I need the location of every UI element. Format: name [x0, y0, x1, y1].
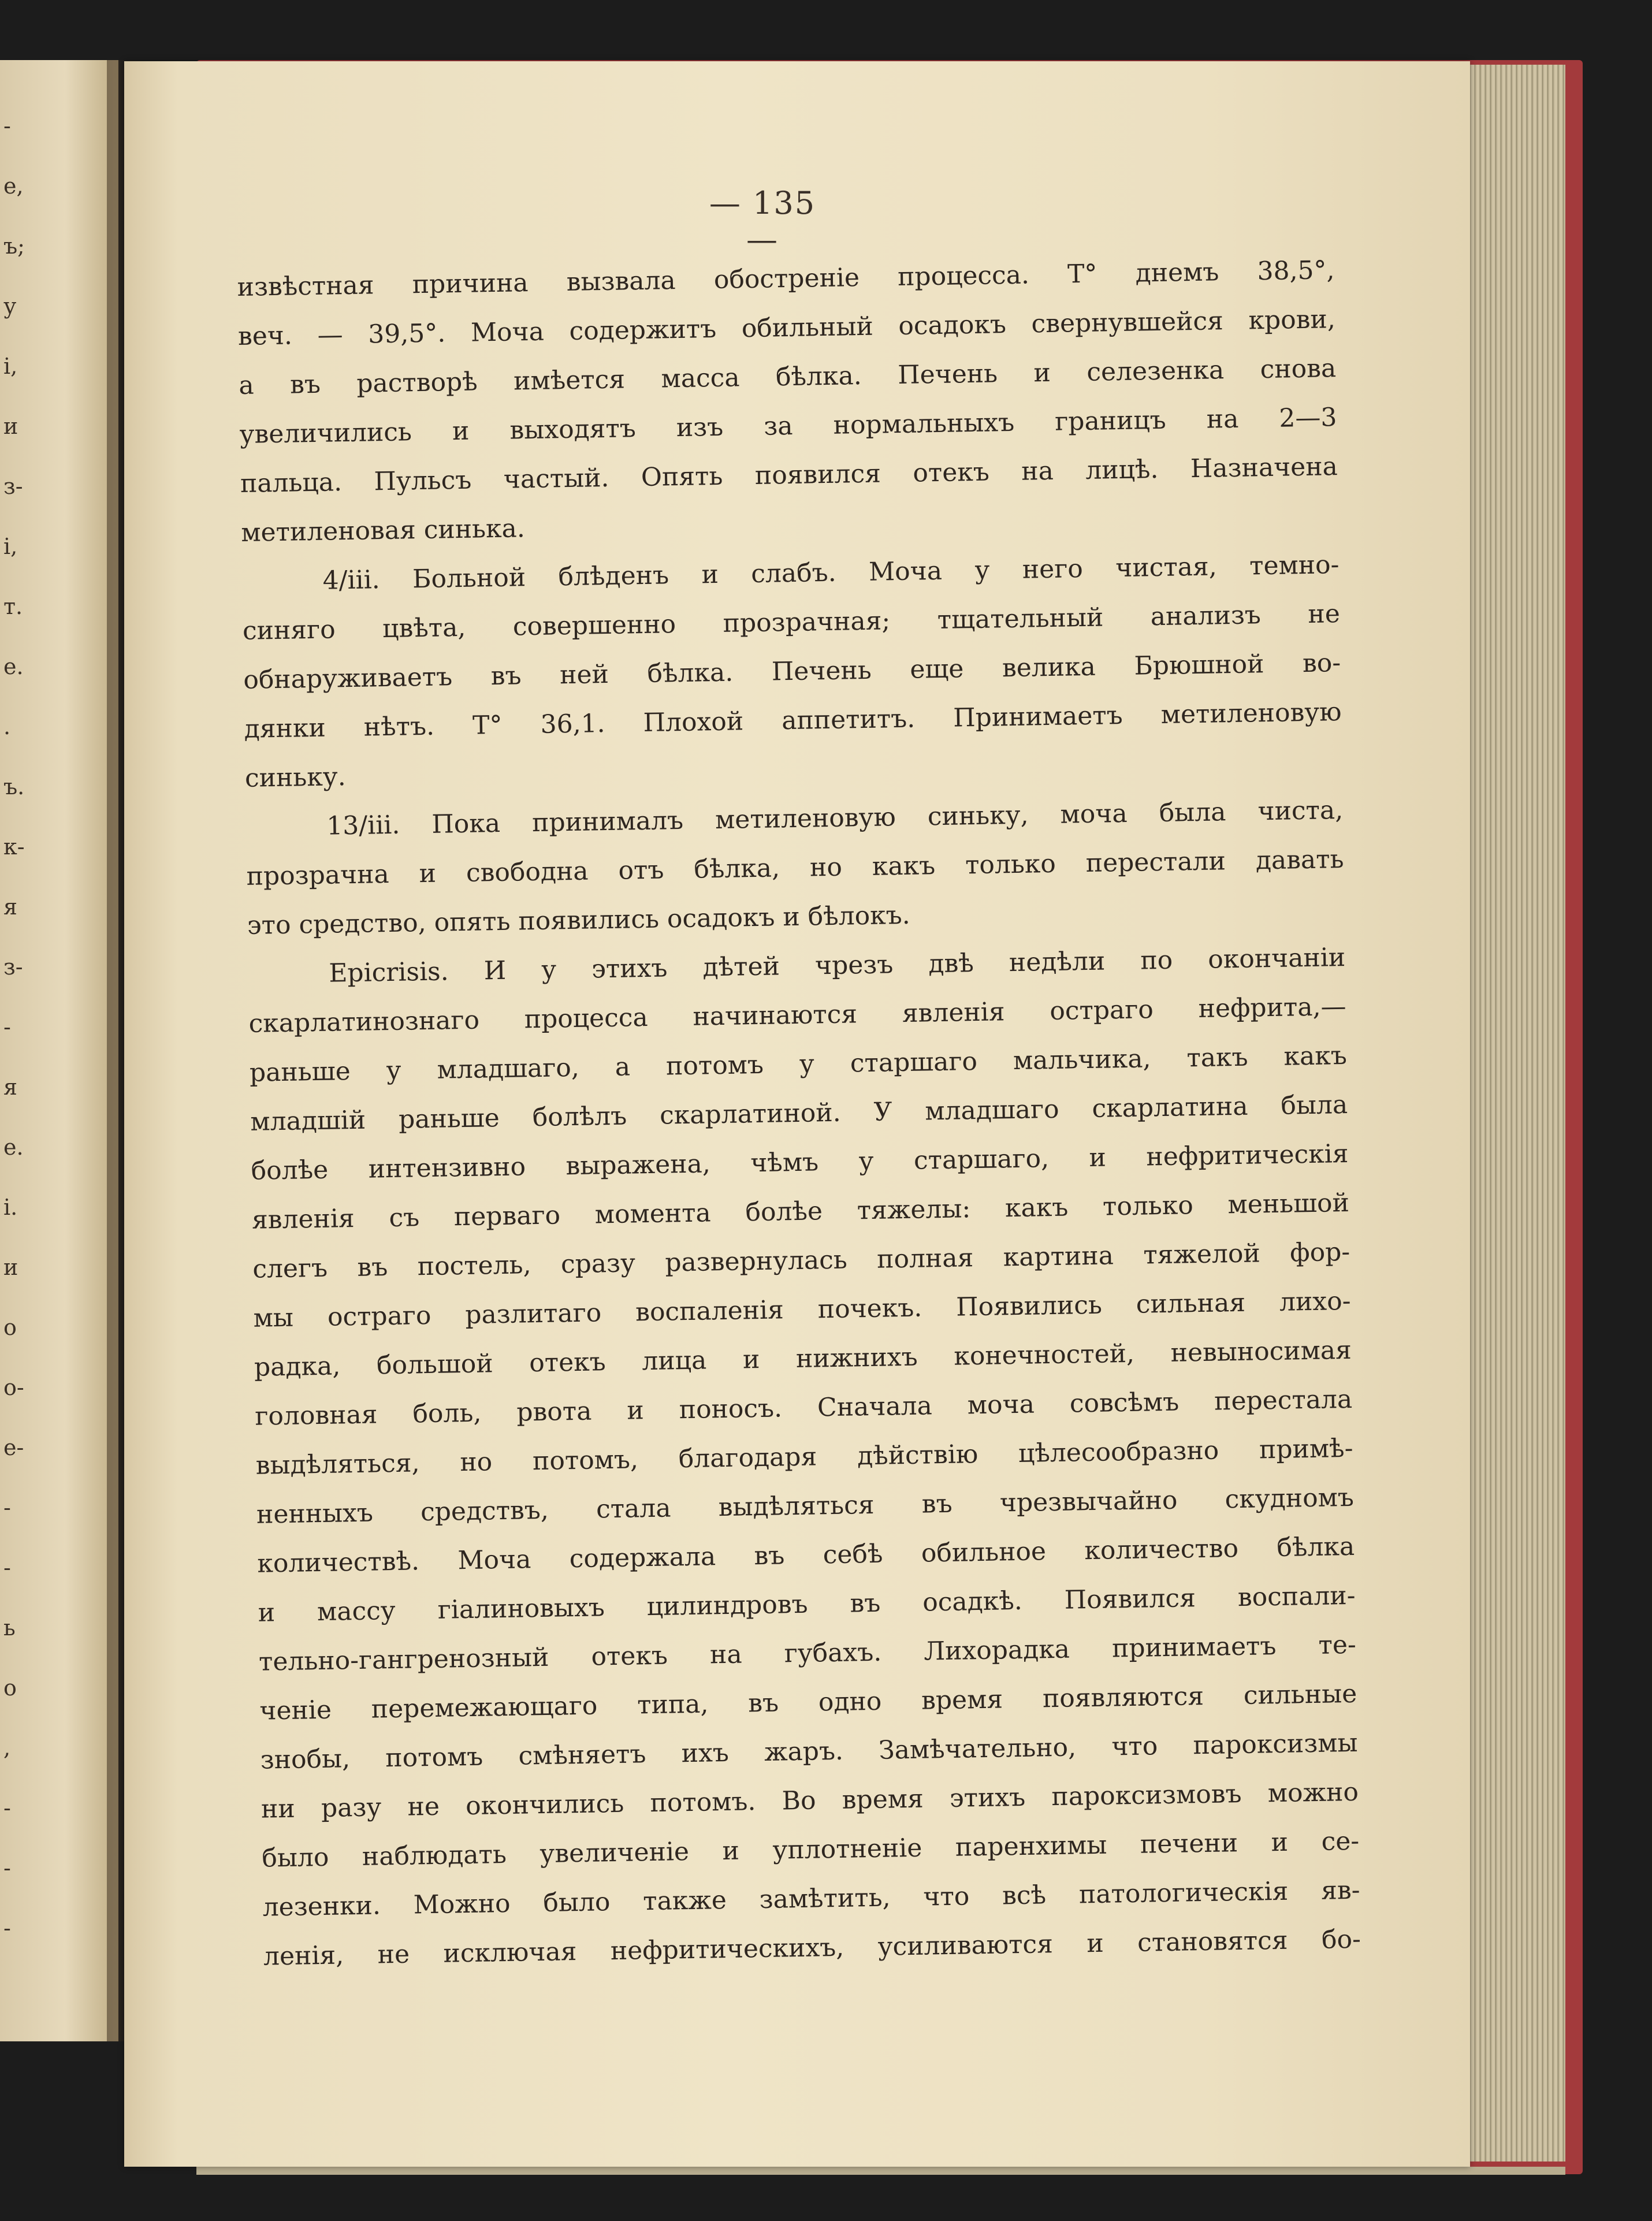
left-page-fragment: ъ;: [3, 233, 25, 259]
text-line: болѣе интензивно выражена, чѣмъ у старшаго, и нефритическія: [251, 1139, 1349, 1186]
left-page-fragment: ,: [3, 1735, 11, 1761]
text-line: головная боль, рвота и поносъ. Сначала моча совсѣмъ перестала: [254, 1384, 1353, 1431]
left-page-fragment: у: [3, 293, 17, 319]
left-page-fragment: т.: [3, 594, 23, 619]
text-line: ченіе перемежающаго типа, въ одно время появляются сильные: [259, 1679, 1357, 1726]
left-page-fragment: -: [3, 1915, 11, 1941]
text-line: было наблюдать увеличеніе и уплотненіе паренхимы печени и се-: [261, 1826, 1360, 1873]
left-page-fragment: е.: [3, 1134, 24, 1160]
text-line: прозрачна и свободна отъ бѣлка, но какъ только перестали давать: [246, 844, 1344, 891]
text-line: веч. — 39,5°. Моча содержитъ обильный осадокъ свернувшейся крови,: [237, 304, 1336, 351]
left-page-fragment: я: [3, 894, 17, 920]
left-page-fragment: о: [3, 1675, 17, 1701]
text-line: и массу гіалиновыхъ цилиндровъ въ осадкѣ. Появился воспали-: [258, 1580, 1356, 1628]
left-page-fragment: -: [3, 1555, 11, 1580]
text-line: выдѣляться, но потомъ, благодаря дѣйствію цѣлесообразно примѣ-: [255, 1433, 1353, 1480]
left-page-fragment: -: [3, 113, 11, 139]
left-page-fragment: е.: [3, 654, 24, 679]
text-line: это средство, опять появились осадокъ и бѣлокъ.: [247, 900, 910, 940]
text-line: ни разу не окончились потомъ. Во время этихъ пароксизмовъ можно: [261, 1777, 1359, 1824]
text-line: Epicrisis. И у этихъ дѣтей чрезъ двѣ недѣли по окончаніи: [328, 943, 1346, 988]
page-number: — 135 —: [709, 185, 816, 258]
left-page-fragment: -: [3, 1014, 11, 1040]
text-line: обнаруживаетъ въ ней бѣлка. Печень еще велика Брюшной во-: [243, 648, 1341, 695]
left-page-fragment: ъ.: [3, 774, 25, 799]
text-line: увеличились и выходятъ изъ за нормальныхъ границъ на 2—3: [239, 403, 1337, 449]
left-page-fragment: з-: [3, 954, 23, 980]
text-line: метиленовая синька.: [240, 514, 526, 548]
left-page-fragment: и: [3, 1255, 18, 1280]
left-page-fragment: к-: [3, 834, 25, 860]
left-page-fragment: і,: [3, 354, 18, 379]
text-line: мы остраго разлитаго воспаленія почекъ. Появились сильная лихо-: [253, 1286, 1351, 1333]
text-line: синяго цвѣта, совершенно прозрачная; тщательный анализъ не: [242, 599, 1341, 646]
text-line: 4/ііі. Больной блѣденъ и слабъ. Моча у него чистая, темно-: [322, 550, 1340, 596]
left-page-fragment: я: [3, 1074, 17, 1100]
text-line: знобы, потомъ смѣняетъ ихъ жаръ. Замѣчательно, что пароксизмы: [260, 1728, 1358, 1775]
text-line: скарлатинознаго процесса начинаются явленія остраго нефрита,—: [248, 991, 1346, 1039]
text-line: ленія, не исключая нефритическихъ, усиливаются и становятся бо-: [263, 1924, 1361, 1971]
text-line: а въ растворѣ имѣется масса бѣлка. Печень и селезенка снова: [238, 354, 1337, 400]
text-line: пальца. Пульсъ частый. Опять появился отекъ на лицѣ. Назначена: [240, 452, 1338, 498]
text-line: радка, большой отекъ лица и нижнихъ конечностей, невыносимая: [254, 1335, 1352, 1382]
text-line: явленія съ перваго момента болѣе тяжелы: какъ только меньшой: [251, 1188, 1350, 1235]
left-page: [0, 60, 118, 2041]
left-page-fragment: і,: [3, 534, 18, 559]
text-line: слегъ въ постель, сразу развернулась полная картина тяжелой фор-: [252, 1237, 1350, 1284]
left-page-fragment: -: [3, 1855, 11, 1881]
page-edges-bottom: [196, 2167, 1565, 2175]
text-line: тельно-гангренозный отекъ на губахъ. Лихорадка принимаетъ те-: [258, 1630, 1357, 1677]
left-page-fragment: о: [3, 1315, 17, 1340]
left-page-fragment: ь: [3, 1615, 16, 1640]
text-line: раньше у младшаго, а потомъ у старшаго мальчика, такъ какъ: [249, 1040, 1348, 1088]
text-line: синьку.: [244, 762, 347, 793]
left-page-fragment: і.: [3, 1195, 18, 1220]
left-page-fragment: е,: [3, 173, 24, 199]
left-page-fragment: -: [3, 1495, 11, 1520]
left-page-fragment: е-: [3, 1435, 24, 1460]
left-page-fragment: и: [3, 414, 18, 439]
left-page-fragment: з-: [3, 474, 23, 499]
text-line: ненныхъ средствъ, стала выдѣляться въ чрезвычайно скудномъ: [256, 1482, 1355, 1530]
text-line: извѣстная причина вызвала обостреніе процесса. Т° днемъ 38,5°,: [237, 255, 1335, 302]
left-page-fragment: о-: [3, 1375, 24, 1400]
text-line: лезенки. Можно было также замѣтить, что всѣ патологическія яв-: [262, 1875, 1360, 1922]
text-line: младшій раньше болѣлъ скарлатиной. У младшаго скарлатина была: [250, 1089, 1348, 1137]
text-line: количествѣ. Моча содержала въ себѣ обильное количество бѣлка: [256, 1531, 1355, 1579]
text-line: 13/ііі. Пока принималъ метиленовую синьку, моча была чиста,: [326, 795, 1344, 841]
page-edges: [1467, 65, 1565, 2162]
left-page-fragment: -: [3, 1795, 11, 1821]
text-line: дянки нѣтъ. Т° 36,1. Плохой аппетитъ. Принимаетъ метиленовую: [244, 697, 1342, 744]
body-text: [237, 245, 1361, 1981]
left-page-fragment: .: [3, 714, 11, 739]
